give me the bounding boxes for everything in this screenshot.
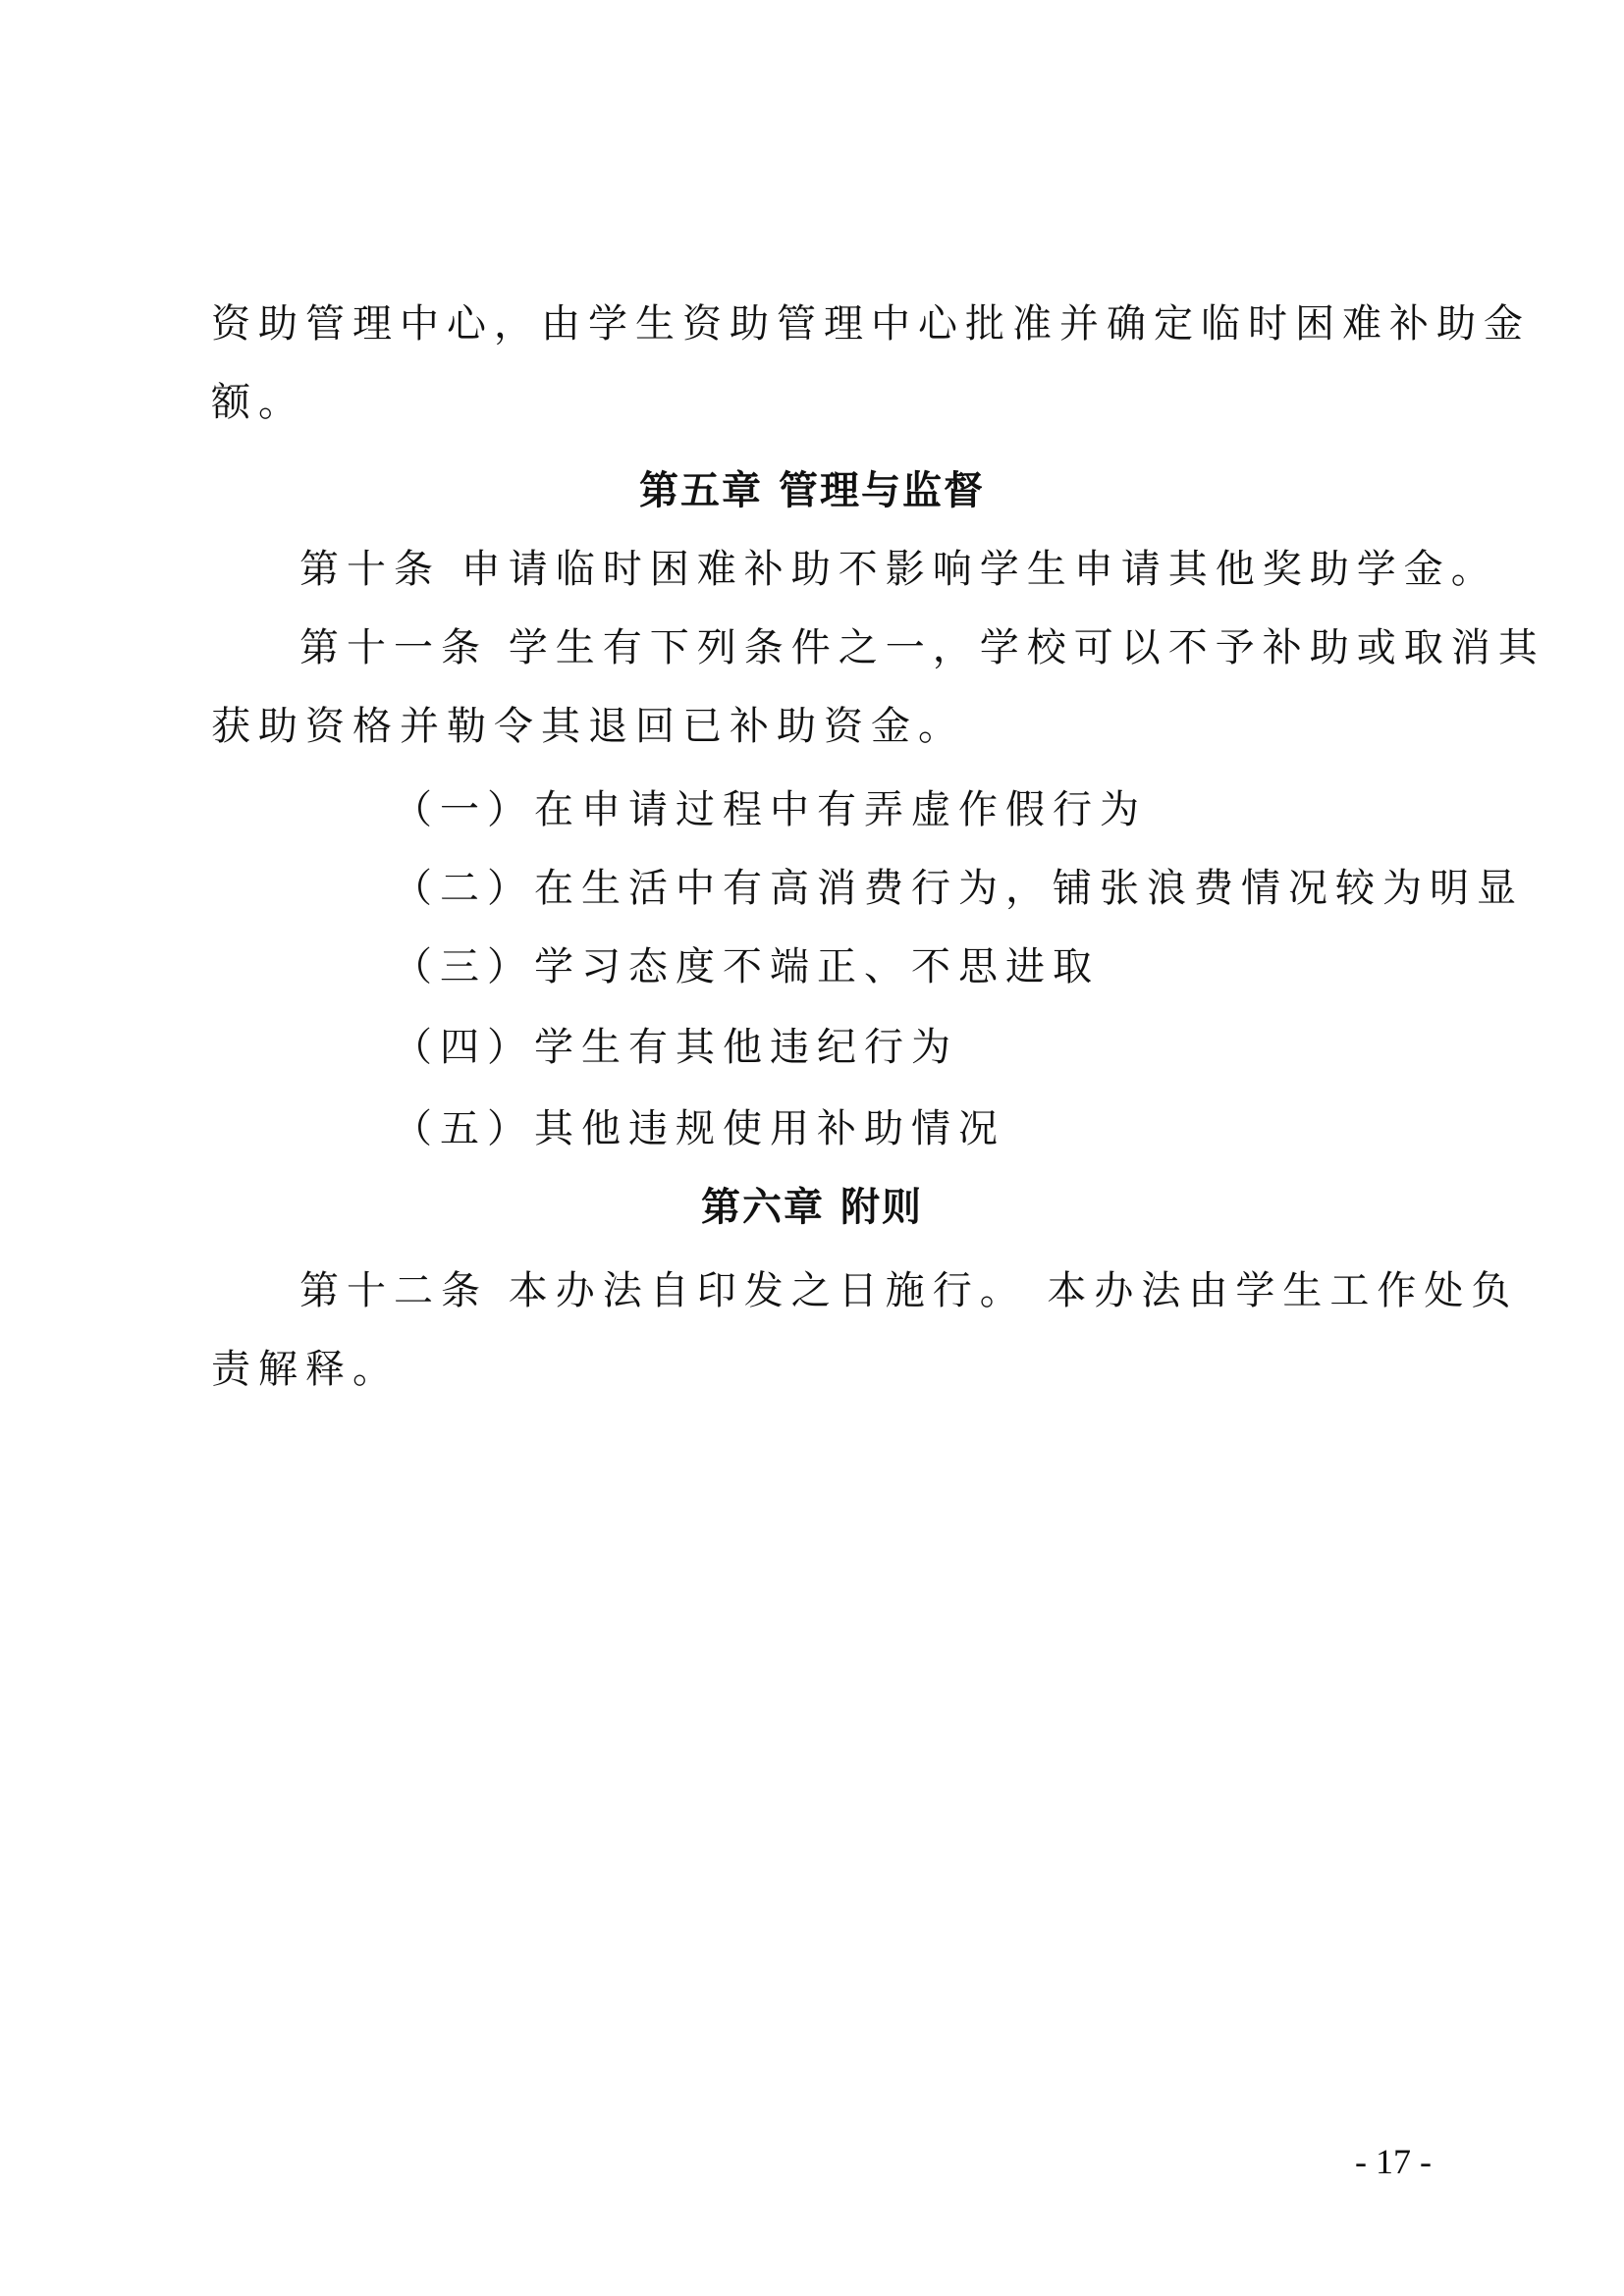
chapter-heading: 第五章 管理与监督 — [639, 468, 985, 513]
page-number: - 17 - — [1355, 2142, 1432, 2181]
list-item: （四）学生有其他违纪行为 — [393, 1025, 958, 1070]
article-line: 第十条 申请临时困难补助不影响学生申请其他奖助学金。 — [299, 547, 1498, 592]
chapter-heading: 第六章 附则 — [701, 1185, 923, 1230]
paragraph-line: 额。 — [211, 380, 305, 425]
article-line: 获助资格并勒令其退回已补助资金。 — [211, 704, 965, 749]
list-item: （三）学习态度不端正、不思进取 — [393, 944, 1100, 989]
paragraph-line: 资助管理中心，由学生资助管理中心批准并确定临时困难补助金 — [211, 301, 1531, 347]
list-item: （五）其他违规使用补助情况 — [393, 1106, 1005, 1151]
article-line: 第十一条 学生有下列条件之一，学校可以不予补助或取消其 — [299, 625, 1545, 670]
list-item: （二）在生活中有高消费行为，铺张浪费情况较为明显 — [393, 866, 1524, 911]
article-line: 责解释。 — [211, 1347, 400, 1392]
article-line: 第十二条 本办法自印发之日施行。 本办法由学生工作处负 — [299, 1268, 1519, 1313]
list-item: （一）在申请过程中有弄虚作假行为 — [393, 787, 1147, 832]
